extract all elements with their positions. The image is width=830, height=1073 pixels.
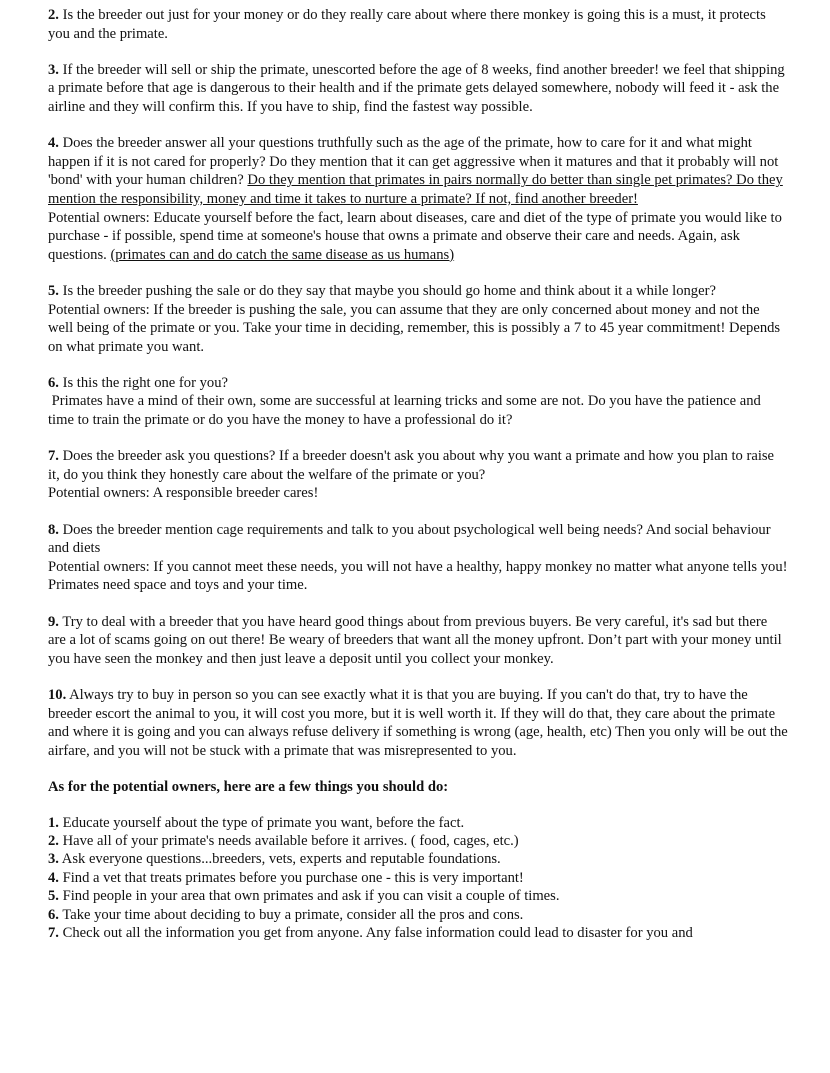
list-item (48, 832, 788, 850)
item-number: 4. (48, 135, 59, 152)
list-item (48, 850, 788, 868)
item-text: Does the breeder ask you questions? If a breeder doesn't ask you about why you want a primate and how you plan to raise it, do you think they honestly care about the welfare of the primate or you? (48, 448, 775, 483)
paragraph-item-6 (48, 374, 788, 393)
owners-text: Potential owners: Educate yourself before the fact, learn about diseases, care and diet of the type of primate you would like to purchase - if possible, spend time at someone's house that owns a primate and observe their care and needs. Again, ask questions. (48, 209, 782, 263)
paragraph-item-7 (48, 447, 788, 484)
section-heading: As for the potential owners, here are a few things you should do: (48, 778, 449, 795)
item-number: 5. (48, 282, 59, 299)
item-text: Is this the right one for you? (58, 374, 228, 391)
paragraph-item-10 (48, 686, 788, 760)
list-number: 1. (48, 814, 59, 831)
list-text: Take your time about deciding to buy a primate, consider all the pros and cons. (58, 906, 524, 923)
owners-todo-list (48, 814, 788, 943)
paragraph-owners-5 (48, 301, 788, 357)
item-number: 7. (48, 448, 59, 465)
paragraph-item-4 (48, 134, 788, 208)
list-item (48, 869, 788, 887)
item-text: Does the breeder mention cage requirements and talk to you about psychological well being needs? And social behaviour and diets (48, 521, 771, 557)
item-text: Does the breeder answer all your questions truthfully such as the age of the primate, how to care for it and what might happen if it is not cared for properly? Do they mention that it can get aggressive when it matures and that it probably will not 'bond' with your human children? (48, 135, 779, 189)
paragraph-owners-6 (48, 392, 788, 429)
list-number: 4. (48, 869, 59, 886)
list-item (48, 924, 788, 942)
list-item (48, 814, 788, 832)
item-number: 3. (48, 61, 59, 78)
paragraph-item-2 (48, 6, 788, 43)
item-number: 10. (48, 686, 67, 703)
item-text: Is the breeder out just for your money or do they really care about where there monkey is going this is a must, it protects you and the primate. (48, 7, 766, 42)
item-text: If the breeder will sell or ship the primate, unescorted before the age of 8 weeks, find another breeder! we feel that shipping a primate before that age is dangerous to their health and if the primate gets delayed somewhere, nobody will feed it - ask the airline and they will confirm this. If you have to ship, find the fastest way possible. (48, 61, 785, 115)
list-text: Educate yourself about the type of primate you want, before the fact. (58, 814, 465, 831)
owners-text: Potential owners: If you cannot meet these needs, you will not have a healthy, happy monkey no matter what anyone tells you! Primates need space and toys and your time. (48, 558, 788, 594)
list-text: Ask everyone questions...breeders, vets, experts and reputable foundations. (58, 851, 501, 868)
item-number: 8. (48, 521, 59, 538)
list-text: Check out all the information you get from anyone. Any false information could lead to disaster for you and (58, 924, 693, 941)
document-page (48, 6, 788, 942)
item-text: Is the breeder pushing the sale or do they say that maybe you should go home and think about it a while longer? (58, 282, 716, 299)
paragraph-owners-7 (48, 484, 788, 503)
list-number: 5. (48, 888, 59, 905)
owners-text: Potential owners: A responsible breeder cares! (48, 485, 319, 502)
owners-text: Potential owners: If the breeder is pushing the sale, you can assume that they are only concerned about money and not the well being of the primate or you. Take your time in deciding, remember, this is possibly a 7 to 45 year commitment! Depends on what primate you want. (48, 301, 781, 355)
owners-text: Primates have a mind of their own, some are successful at learning tricks and some are not. Do you have the patience and time to train the primate or do you have the money to have a professional do it? (48, 393, 765, 429)
paragraph-item-3 (48, 61, 788, 117)
paragraph-item-8 (48, 521, 788, 558)
item-text: Always try to buy in person so you can see exactly what it is that you are buying. If you can't do that, try to have the breeder escort the animal to you, it will cost you more, but it is well worth it. If they will do that, they care about the primate and where it is going and you can always refuse delivery if something is wrong (age, health, etc) Then you only will be out the airfare, and you will not be stuck with a primate that was misrepresented to you. (48, 686, 788, 759)
list-text: Have all of your primate's needs available before it arrives. ( food, cages, etc.) (58, 832, 519, 849)
paragraph-item-5 (48, 282, 788, 301)
list-number: 3. (48, 851, 59, 868)
paragraph-owners-4 (48, 209, 788, 265)
item-number: 9. (48, 613, 59, 630)
paragraph-item-9 (48, 613, 788, 669)
item-number: 6. (48, 374, 59, 391)
list-number: 6. (48, 906, 59, 923)
list-text: Find a vet that treats primates before you purchase one - this is very important! (58, 869, 524, 886)
item-text: Try to deal with a breeder that you have heard good things about from previous buyers. Be very careful, it's sad but there are a lot of scams going on out there! Be weary of breeders that want all the money upfront. Don’t part with your money until you have seen the monkey and then just leave a deposit until you collect your monkey. (48, 613, 782, 667)
item-underlined-text: Do they mention that primates in pairs normally do better than single pet primates? Do they mention the responsibility, money and time it takes to nurture a primate? If not, find another breeder! (48, 172, 783, 207)
owners-underlined-text: (primates can and do catch the same disease as us humans) (110, 246, 455, 263)
list-text: Find people in your area that own primates and ask if you can visit a couple of times. (58, 888, 560, 905)
list-item (48, 887, 788, 905)
list-number: 2. (48, 832, 59, 849)
paragraph-owners-8 (48, 558, 788, 595)
item-number: 2. (48, 7, 59, 23)
list-item (48, 906, 788, 924)
list-number: 7. (48, 924, 59, 941)
